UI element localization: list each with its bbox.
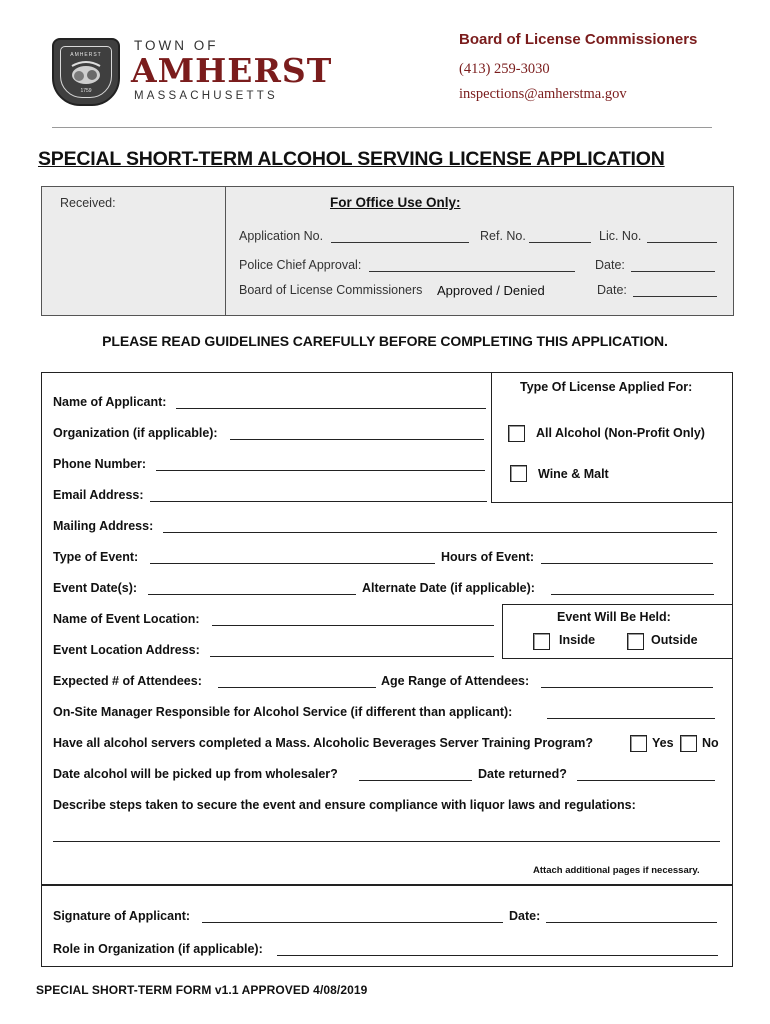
event-held-heading: Event Will Be Held: bbox=[557, 610, 671, 624]
alt-date-input[interactable] bbox=[551, 594, 714, 595]
name-applicant-input[interactable] bbox=[176, 408, 486, 409]
board-label: Board of License Commissioners bbox=[239, 283, 423, 297]
phone-label: Phone Number: bbox=[53, 457, 147, 471]
board-date-label: Date: bbox=[597, 283, 627, 297]
department-phone: (413) 259-3030 bbox=[459, 61, 550, 77]
email-label: Email Address: bbox=[53, 488, 144, 502]
returned-input[interactable] bbox=[577, 780, 715, 781]
signature-date-label: Date: bbox=[509, 909, 541, 923]
email-input[interactable] bbox=[150, 501, 487, 502]
signature-label: Signature of Applicant: bbox=[53, 909, 191, 923]
phone-input[interactable] bbox=[156, 470, 485, 471]
event-type-input[interactable] bbox=[150, 563, 435, 564]
office-use-box bbox=[41, 186, 734, 316]
attendees-input[interactable] bbox=[218, 687, 376, 688]
pickup-input[interactable] bbox=[359, 780, 472, 781]
manager-label: On-Site Manager Responsible for Alcohol Service (if different than applicant): bbox=[53, 705, 513, 719]
location-address-label: Event Location Address: bbox=[53, 643, 200, 657]
mailing-input[interactable] bbox=[163, 532, 717, 533]
header-divider bbox=[52, 127, 712, 128]
hours-label: Hours of Event: bbox=[441, 550, 535, 564]
signature-section-divider bbox=[41, 884, 733, 886]
organization-input[interactable] bbox=[230, 439, 484, 440]
lic-no-field[interactable] bbox=[599, 229, 717, 243]
logo-massachusetts: MASSACHUSETTS bbox=[134, 90, 278, 102]
returned-label: Date returned? bbox=[478, 767, 567, 781]
town-seal-logo bbox=[52, 38, 120, 106]
seal-text: AMHERST bbox=[70, 52, 102, 58]
training-yes-label: Yes bbox=[652, 736, 674, 750]
seal-year: 1759 bbox=[80, 88, 92, 94]
page-title: SPECIAL SHORT-TERM ALCOHOL SERVING LICENSE APPLICATION bbox=[38, 148, 665, 170]
pickup-label: Date alcohol will be picked up from wholesaler? bbox=[53, 767, 338, 781]
application-no-field[interactable] bbox=[239, 229, 469, 243]
role-input[interactable] bbox=[277, 955, 718, 956]
outside-checkbox[interactable] bbox=[627, 633, 644, 650]
police-chief-label: Police Chief Approval: bbox=[239, 258, 362, 272]
signature-date-input[interactable] bbox=[546, 922, 717, 923]
location-name-input[interactable] bbox=[212, 625, 494, 626]
seal-emblem-icon bbox=[68, 60, 104, 86]
age-range-input[interactable] bbox=[541, 687, 713, 688]
attach-note: Attach additional pages if necessary. bbox=[533, 865, 700, 876]
location-name-label: Name of Event Location: bbox=[53, 612, 200, 626]
ref-no-label: Ref. No. bbox=[480, 229, 526, 243]
inside-label: Inside bbox=[559, 633, 596, 647]
license-type-heading: Type Of License Applied For: bbox=[520, 380, 693, 394]
police-date-label: Date: bbox=[595, 258, 625, 272]
training-no-checkbox[interactable] bbox=[680, 735, 697, 752]
office-divider bbox=[225, 187, 226, 315]
board-date-field[interactable] bbox=[597, 283, 717, 297]
event-dates-label: Event Date(s): bbox=[53, 581, 138, 595]
ref-no-field[interactable] bbox=[480, 229, 591, 243]
wine-malt-label: Wine & Malt bbox=[538, 467, 609, 481]
role-label: Role in Organization (if applicable): bbox=[53, 942, 263, 956]
lic-no-label: Lic. No. bbox=[599, 229, 642, 243]
event-dates-input[interactable] bbox=[148, 594, 356, 595]
outside-label: Outside bbox=[651, 633, 698, 647]
mailing-label: Mailing Address: bbox=[53, 519, 154, 533]
logo-town-of: TOWN OF bbox=[134, 38, 219, 53]
inside-checkbox[interactable] bbox=[533, 633, 550, 650]
approved-denied-option[interactable]: Approved / Denied bbox=[437, 283, 545, 298]
police-chief-field[interactable] bbox=[239, 258, 575, 272]
event-type-label: Type of Event: bbox=[53, 550, 139, 564]
office-use-heading: For Office Use Only: bbox=[330, 195, 461, 210]
alt-date-label: Alternate Date (if applicable): bbox=[362, 581, 535, 595]
application-no-label: Application No. bbox=[239, 229, 324, 243]
department-email: inspections@amherstma.gov bbox=[459, 86, 627, 102]
attendees-label: Expected # of Attendees: bbox=[53, 674, 202, 688]
instruction-text: PLEASE READ GUIDELINES CAREFULLY BEFORE COMPLETING THIS APPLICATION. bbox=[102, 333, 668, 349]
form-version-footer: SPECIAL SHORT-TERM FORM v1.1 APPROVED 4/08/2019 bbox=[36, 983, 368, 997]
wine-malt-checkbox[interactable] bbox=[510, 465, 527, 482]
received-label: Received: bbox=[60, 196, 116, 210]
age-range-label: Age Range of Attendees: bbox=[381, 674, 530, 688]
all-alcohol-label: All Alcohol (Non-Profit Only) bbox=[536, 426, 705, 440]
logo-amherst: AMHERST bbox=[131, 51, 333, 90]
organization-label: Organization (if applicable): bbox=[53, 426, 218, 440]
training-question-label: Have all alcohol servers completed a Mass. Alcoholic Beverages Server Training Program? bbox=[53, 736, 594, 750]
training-yes-checkbox[interactable] bbox=[630, 735, 647, 752]
hours-input[interactable] bbox=[541, 563, 713, 564]
name-applicant-label: Name of Applicant: bbox=[53, 395, 167, 409]
describe-label: Describe steps taken to secure the event and ensure compliance with liquor laws and regulations: bbox=[53, 798, 636, 812]
location-address-input[interactable] bbox=[210, 656, 494, 657]
all-alcohol-checkbox[interactable] bbox=[508, 425, 525, 442]
department-name: Board of License Commissioners bbox=[459, 31, 698, 48]
training-no-label: No bbox=[702, 736, 719, 750]
signature-input[interactable] bbox=[202, 922, 503, 923]
police-date-field[interactable] bbox=[595, 258, 715, 272]
describe-input[interactable] bbox=[53, 841, 720, 842]
manager-input[interactable] bbox=[547, 718, 715, 719]
